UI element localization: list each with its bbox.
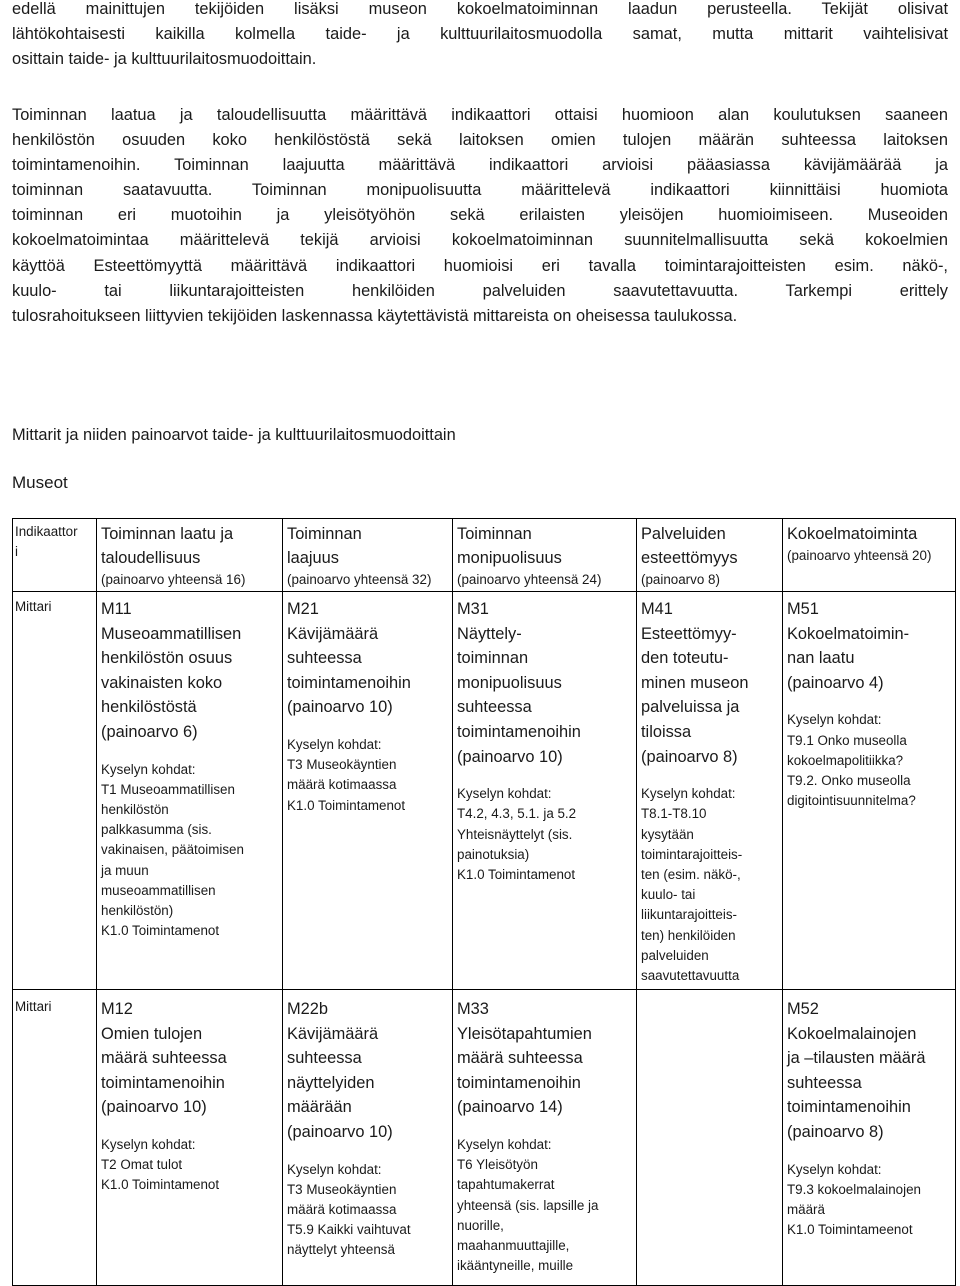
survey-line: K1.0 Toimintamenot (101, 923, 220, 939)
survey-line: T2 Omat tulot (101, 1157, 183, 1173)
measure-line: näyttelyiden (287, 1073, 375, 1092)
survey-line: vakinaisen, päätoimisen (101, 842, 244, 858)
row-label-cell: Mittari (13, 990, 97, 1286)
section-heading: Mittarit ja niiden painoarvot taide- ja kulttuurilaitosmuodoittain (12, 426, 456, 444)
measure-line: (painoarvo 14) (457, 1098, 563, 1117)
measure-line: (painoarvo 8) (641, 747, 738, 766)
header-weight: (painoarvo yhteensä 24) (457, 572, 602, 587)
survey-line: määrä (787, 1201, 825, 1217)
spacer (287, 1145, 448, 1160)
text-line: toiminnan saatavuutta. Toiminnan monipuolisuutta määrittelevä indikaattori kiinnittäisi huomiota (12, 181, 948, 200)
survey-line: määrä kotimaassa (287, 1201, 397, 1217)
text-line: toimintamenoihin. Toiminnan laajuutta määrittävä indikaattori arvioisi pääasiassa kävijämäärää ja (12, 156, 948, 175)
measure-cell (97, 990, 283, 1286)
survey-line: T9.1 Onko museolla (787, 732, 907, 748)
text-line: Toiminnan laatua ja taloudellisuutta määrittävä indikaattori ottaisi huomioon alan koulutuksen saaneen (12, 106, 948, 124)
measure-line: toimintamenoihin (287, 673, 411, 692)
survey-line: palveluiden (641, 947, 709, 963)
survey-line: Yhteisnäyttelyt (sis. (457, 826, 573, 842)
measure-line: Kokoelmalainojen (787, 1024, 917, 1043)
corner-label-line: i (15, 544, 18, 560)
measure-cell (637, 592, 783, 990)
measure-line: Kävijämäärä (287, 1024, 379, 1043)
measure-cell (453, 592, 637, 990)
survey-line: kokoelmapolitiikka? (787, 752, 904, 768)
spacer (641, 769, 778, 784)
survey-line: yhteensä (sis. lapsille ja (457, 1197, 599, 1213)
measure-line: toimintamenoihin (457, 1073, 581, 1092)
header-title-line: Toiminnan laatu ja (101, 525, 234, 543)
survey-line: Kyselyn kohdat: (787, 1161, 882, 1177)
survey-line: Kyselyn kohdat: (287, 736, 382, 752)
header-title-line: taloudellisuus (101, 549, 201, 567)
measure-line: suhteessa (287, 1049, 362, 1068)
text-line: edellä mainittujen tekijöiden lisäksi museon kokoelmatoiminnan laadun perusteella. Tekijät olisivat (12, 0, 948, 18)
body-paragraph (12, 103, 948, 329)
header-cell (783, 519, 956, 592)
survey-line: T3 Museokäyntien (287, 1181, 397, 1197)
spacer (787, 695, 951, 710)
survey-line: Kyselyn kohdat: (101, 761, 196, 777)
survey-line: määrä kotimaassa (287, 777, 397, 793)
survey-line: T9.3 kokoelmalainojen (787, 1181, 921, 1197)
measure-cell (283, 592, 453, 990)
header-cell (97, 519, 283, 592)
survey-line: Kyselyn kohdat: (457, 786, 552, 802)
measure-line: ja –tilausten määrä (787, 1049, 926, 1068)
survey-line: henkilöstön (101, 801, 169, 817)
measure-line: (painoarvo 10) (287, 1122, 393, 1141)
survey-line: T9.2. Onko museolla (787, 772, 911, 788)
measure-line: (painoarvo 8) (787, 1122, 884, 1141)
spacer (101, 1120, 278, 1135)
intro-paragraph (12, 0, 948, 71)
survey-line: kysytään (641, 826, 694, 842)
survey-line: ten (esim. näkö-, (641, 866, 741, 882)
survey-line: liikuntarajoitteis- (641, 907, 738, 923)
spacer (101, 745, 278, 760)
survey-line: näyttelyt yhteensä (287, 1242, 395, 1258)
measure-line: määrä suhteessa (101, 1049, 227, 1068)
measure-line: den toteutu- (641, 649, 729, 668)
header-title-line: laajuus (287, 549, 339, 567)
text-line: henkilöstön osuuden koko henkilöstöstä sekä laitoksen omien tulojen määrän suhteessa laitoksen (12, 131, 948, 150)
header-cell (283, 519, 453, 592)
survey-line: painotuksia) (457, 846, 530, 862)
survey-line: Kyselyn kohdat: (457, 1136, 552, 1152)
survey-line: museoammatillisen (101, 882, 216, 898)
measure-line: minen museon (641, 673, 749, 692)
text-line: kuulo- tai liikuntarajoitteisten henkilöiden palveluiden saavutettavuutta. Tarkempi erittely (12, 281, 948, 300)
spacer (457, 1120, 632, 1135)
header-weight: (painoarvo yhteensä 16) (101, 572, 246, 587)
header-weight: (painoarvo 8) (641, 572, 720, 587)
text-line: kokoelmatoimintaa määrittelevä tekijä arvioisi kokoelmatoiminnan suunnitelmallisuutta sekä kokoelmien (12, 231, 948, 250)
survey-line: ten) henkilöiden (641, 927, 736, 943)
subsection-heading-museot: Museot (12, 473, 68, 492)
survey-line: digitointisuunnitelma? (787, 793, 916, 809)
measure-line: (painoarvo 10) (101, 1098, 207, 1117)
measure-line: (painoarvo 4) (787, 673, 884, 692)
survey-line: K1.0 Toimintameenot (787, 1222, 913, 1238)
header-title-line: Palveluiden (641, 525, 726, 543)
measure-line: M31 (457, 600, 489, 618)
measure-line: Kävijämäärä (287, 624, 379, 643)
spacer (287, 720, 448, 735)
header-cell (453, 519, 637, 592)
survey-line: nuorille, (457, 1217, 504, 1233)
text-line: toiminnan eri muotoihin ja yleisötyöhön sekä erilaisten yleisöjen huomioimiseen. Museoiden (12, 206, 948, 225)
measure-cell (283, 990, 453, 1286)
survey-line: kuulo- tai (641, 887, 696, 903)
text-line: tulosrahoitukseen liittyvien tekijöiden laskennassa käytettävistä mittareista on oheisessa taulukossa. (12, 306, 738, 325)
spacer (787, 1145, 951, 1160)
measure-line: M41 (641, 600, 673, 618)
header-weight: (painoarvo yhteensä 32) (287, 572, 432, 587)
measure-line: määrään (287, 1098, 352, 1117)
measure-cell (97, 592, 283, 990)
corner-label-line: Indikaattor (15, 524, 78, 539)
measure-cell (453, 990, 637, 1286)
survey-line: henkilöstön) (101, 902, 174, 918)
measure-line: vakinaisten koko (101, 673, 223, 692)
measure-line: Yleisötapahtumien (457, 1024, 592, 1043)
measure-line: M52 (787, 1000, 819, 1018)
survey-line: T3 Museokäyntien (287, 757, 397, 773)
measure-line: M22b (287, 1000, 329, 1018)
header-cell (637, 519, 783, 592)
survey-line: K1.0 Toimintamenot (457, 866, 576, 882)
measure-line: toiminnan (457, 649, 529, 668)
survey-line: T6 Yleisötyön (457, 1157, 538, 1173)
measure-cell (783, 592, 956, 990)
survey-line: palkkasumma (sis. (101, 822, 212, 838)
spacer (457, 769, 632, 784)
survey-line: toimintarajoitteis- (641, 846, 743, 862)
table-row (13, 592, 956, 990)
header-title-line: esteettömyys (641, 549, 738, 567)
survey-line: ikääntyneille, muille (457, 1258, 574, 1274)
measure-line: suhteessa (787, 1073, 862, 1092)
measure-line: tiloissa (641, 722, 692, 741)
measure-line: määrä suhteessa (457, 1049, 583, 1068)
measure-line: toimintamenoihin (787, 1098, 911, 1117)
measure-line: palveluissa ja (641, 698, 740, 717)
measure-line: Näyttely- (457, 624, 522, 643)
indicator-table (12, 518, 956, 1286)
measure-cell (783, 990, 956, 1286)
row-label-cell: Mittari (13, 592, 97, 990)
measure-line: monipuolisuus (457, 673, 562, 692)
table-header-row (13, 519, 956, 592)
survey-line: Kyselyn kohdat: (287, 1161, 382, 1177)
survey-line: ja muun (101, 862, 149, 878)
survey-line: T4.2, 4.3, 5.1. ja 5.2 (457, 806, 577, 822)
survey-line: maahanmuuttajille, (457, 1237, 570, 1253)
measure-line: Omien tulojen (101, 1024, 203, 1043)
measure-line: henkilöstöstä (101, 698, 197, 717)
survey-line: T1 Museoammatillisen (101, 781, 235, 797)
measure-line: henkilöstön osuus (101, 649, 233, 668)
text-line: lähtökohtaisesti kaikilla kolmella taide- ja kulttuurilaitosmuodolla samat, mutta mittarit vaihtelisivat (12, 24, 948, 43)
measure-line: (painoarvo 6) (101, 722, 198, 741)
text-line: käyttöä Esteettömyyttä määrittävä indikaattori huomioisi eri tavalla toimintarajoitteisten esim. näkö-, (12, 256, 948, 275)
header-title-line: Toiminnan (287, 525, 362, 543)
measure-line: Esteettömyy- (641, 624, 737, 643)
survey-line: tapahtumakerrat (457, 1177, 555, 1193)
measure-line: M11 (101, 600, 132, 618)
corner-label-cell (13, 519, 97, 592)
measure-line: suhteessa (287, 649, 362, 668)
measure-line: M21 (287, 600, 319, 618)
measure-line: M33 (457, 1000, 489, 1018)
survey-line: K1.0 Toimintamenot (287, 797, 406, 813)
survey-line: saavutettavuutta (641, 967, 740, 983)
header-title-line: Kokoelmatoiminta (787, 525, 918, 543)
measure-line: toimintamenoihin (457, 722, 581, 741)
measure-line: suhteessa (457, 698, 532, 717)
survey-line: Kyselyn kohdat: (641, 786, 736, 802)
header-title-line: Toiminnan (457, 525, 532, 543)
survey-line: Kyselyn kohdat: (101, 1136, 196, 1152)
measure-line: M12 (101, 1000, 133, 1018)
header-title-line: monipuolisuus (457, 549, 562, 567)
measure-line: M51 (787, 600, 819, 618)
survey-line: T8.1-T8.10 (641, 806, 707, 822)
measure-line: (painoarvo 10) (287, 698, 393, 717)
survey-line: Kyselyn kohdat: (787, 712, 882, 728)
header-weight: (painoarvo yhteensä 20) (787, 548, 932, 563)
text-line: osittain taide- ja kulttuurilaitosmuodoittain. (12, 49, 317, 68)
table-row (13, 990, 956, 1286)
measure-line: (painoarvo 10) (457, 747, 563, 766)
measure-line: toimintamenoihin (101, 1073, 225, 1092)
survey-line: K1.0 Toimintamenot (101, 1177, 220, 1193)
measure-cell (637, 990, 783, 1286)
survey-line: T5.9 Kaikki vaihtuvat (287, 1222, 411, 1238)
measure-line: Kokoelmatoimin- (787, 624, 910, 643)
measure-line: Museoammatillisen (101, 624, 242, 643)
measure-line: nan laatu (787, 649, 855, 668)
